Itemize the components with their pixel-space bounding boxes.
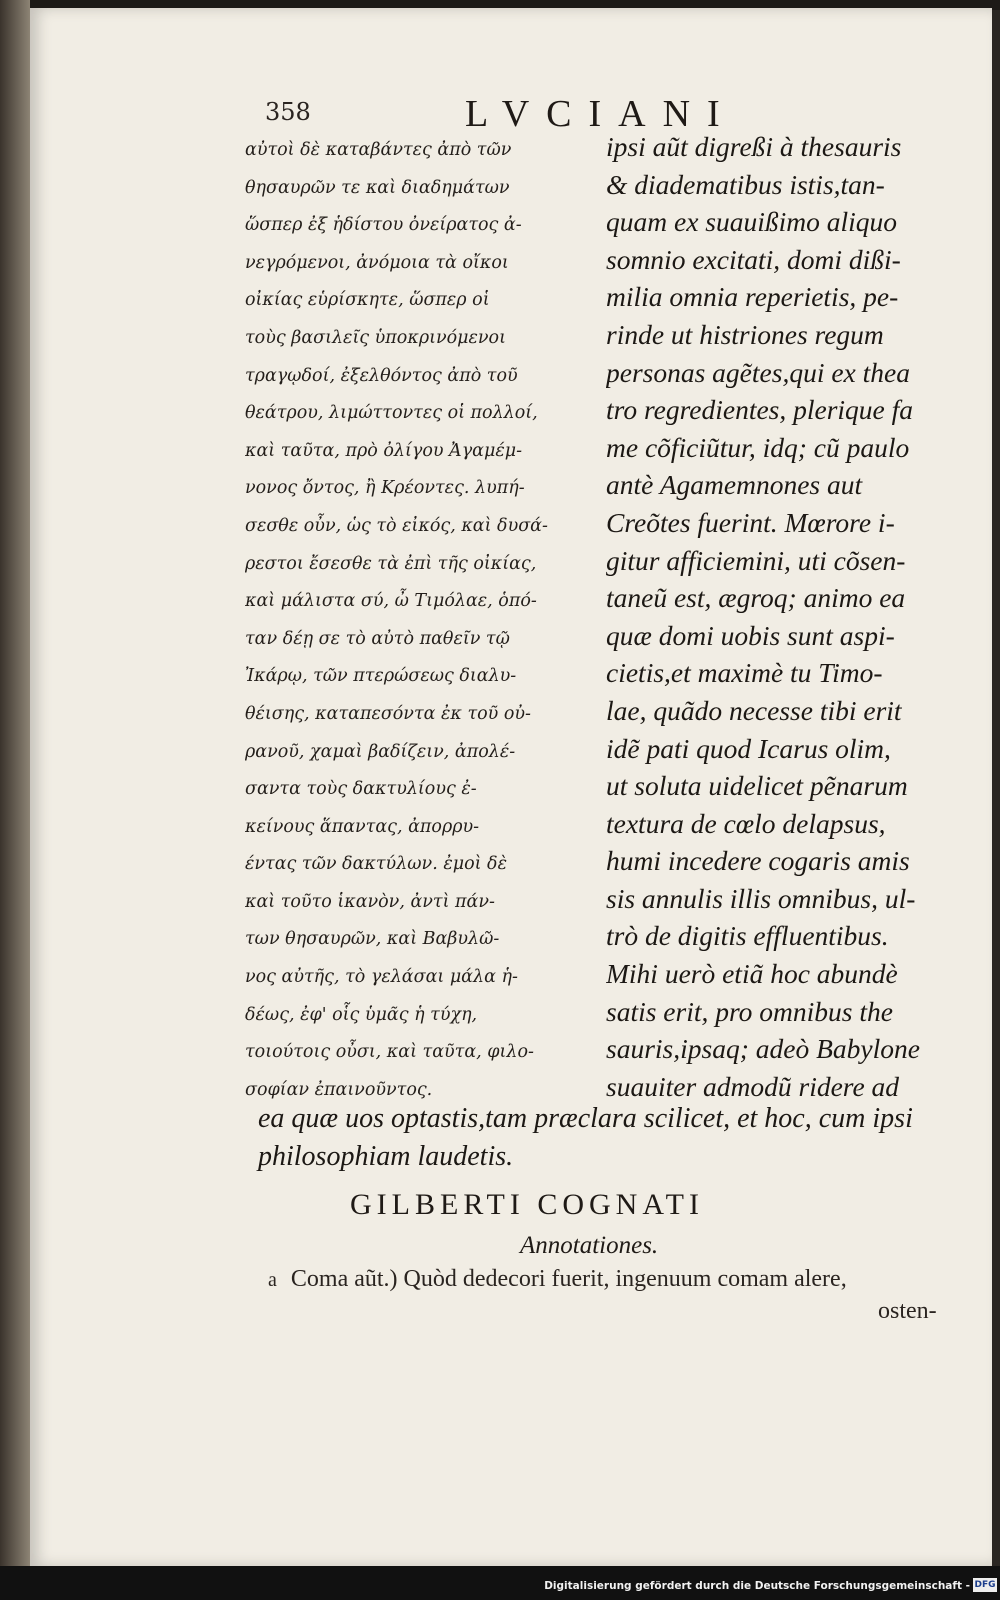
annotations-title: GILBERTI COGNATI (350, 1188, 704, 1221)
greek-line: νονος ὄντος, ἢ Κρέοντες. λυπή- (245, 478, 525, 499)
greek-line: έντας τῶν δακτύλων. ἐμοὶ δὲ (245, 854, 507, 875)
annotations-subtitle: Annotationes. (520, 1232, 659, 1259)
latin-text-column (606, 128, 956, 1105)
greek-line: ρεστοι ἔσεσθε τὰ ἐπὶ τῆς οἰκίας, (245, 553, 537, 574)
greek-line: των θησαυρῶν, καὶ Βαβυλῶ- (245, 929, 500, 950)
greek-line: καὶ ταῦτα, πρὸ ὀλίγου Ἀγαμέμ- (245, 440, 523, 461)
latin-line: humi incedere cogaris amis (606, 845, 910, 877)
greek-line: τραγῳδοί, ἐξελθόντος ἀπὸ τοῦ (245, 365, 518, 386)
greek-line: αὐτοὶ δὲ καταβάντες ἀπὸ τῶν (245, 140, 512, 160)
greek-text-column (245, 132, 590, 1109)
latin-line: idẽ pati quod Icarus olim, (606, 732, 891, 764)
greek-line: κείνους ἅπαντας, ἀπορρυ- (245, 816, 480, 837)
annotation-catchword: osten- (878, 1298, 937, 1324)
latin-line: rinde ut histriones regum (606, 318, 884, 350)
latin-line: Creõtes fuerint. Mœrore i- (606, 506, 895, 538)
latin-line: quam ex suauißimo aliquo (606, 206, 898, 238)
greek-line: τοὺς βασιλεῖς ὑποκρινόμενοι (245, 327, 506, 348)
latin-line: textura de cœlo delapsus, (606, 807, 886, 839)
annotation-marker: a (268, 1269, 277, 1291)
funding-credit: Digitalisierung gefördert durch die Deutsche Forschungsgemeinschaft - (544, 1580, 970, 1592)
dfg-logo-icon: DFG (974, 1580, 996, 1590)
latin-line: sauris,ipsaq; adeò Babylone (606, 1033, 920, 1065)
annotation-text: Coma aũt.) Quòd dedecori fuerit, ingenuum comam alere, (290, 1266, 847, 1292)
greek-line: νεγρόμενοι, ἀνόμοια τὰ οἴκοι (245, 252, 509, 273)
greek-line: θησαυρῶν τε καὶ διαδημάτων (245, 177, 510, 198)
latin-line: antè Agamemnones aut (606, 469, 863, 501)
page-number: 358 (265, 98, 311, 126)
footer-bar (0, 1566, 1000, 1600)
latin-continuation (258, 1100, 958, 1176)
greek-line: ταν δέῃ σε τὸ αὐτὸ παθεῖν τῷ (245, 628, 510, 649)
greek-line: καὶ τοῦτο ἱκανὸν, ἀντὶ πάν- (245, 891, 495, 912)
running-head: LVCIANI (465, 93, 737, 135)
greek-line: τοιούτοις οὖσι, καὶ ταῦτα, φιλο- (245, 1042, 534, 1063)
latin-line: gitur afficiemini, uti cõsen- (606, 544, 906, 576)
greek-line: οἰκίας εὑρίσκητε, ὥσπερ οἱ (245, 290, 490, 311)
annotation-entry (268, 1266, 968, 1293)
latin-line: me cõficiũtur, idq; cũ paulo (606, 431, 910, 463)
latin-line: personas agẽtes,qui ex thea (606, 356, 910, 388)
greek-line: δέως, ἐφ' οἷς ὑμᾶς ἡ τύχη, (245, 1004, 478, 1025)
greek-line: θεάτρου, λιμώττοντες οἱ πολλοί, (245, 403, 538, 424)
latin-line: lae, quãdo necesse tibi erit (606, 694, 902, 726)
greek-line: καὶ μάλιστα σύ, ὦ Τιμόλαε, ὁπό- (245, 591, 537, 612)
latin-line: taneũ est, ægroq; animo ea (606, 582, 906, 614)
latin-line: ut soluta uidelicet pẽnarum (606, 770, 908, 802)
greek-line: ὥσπερ ἐξ ἡδίστου ὀνείρατος ἀ- (245, 215, 522, 236)
latin-line: satis erit, pro omnibus the (606, 995, 893, 1027)
greek-line: σαντα τοὺς δακτυλίους ἐ- (245, 779, 477, 800)
continuation-line: philosophiam laudetis. (258, 1141, 514, 1172)
book-gutter (0, 0, 30, 1566)
latin-line: quæ domi uobis sunt aspi- (606, 619, 895, 651)
greek-line: ρανοῦ, χαμαὶ βαδίζειν, ἀπολέ- (245, 741, 516, 762)
latin-line: ipsi aũt digreßi à thesauris (606, 131, 902, 162)
page-header (255, 92, 955, 135)
continuation-line: ea quæ uos optastis,tam præclara scilicet, et hoc, cum ipsi (258, 1103, 913, 1134)
latin-line: Mihi uerò etiã hoc abundè (606, 958, 898, 990)
greek-line: σοφίαν ἐπαινοῦντος. (245, 1079, 433, 1100)
latin-line: cietis,et maximè tu Timo- (606, 657, 883, 689)
latin-line: trò de digitis effluentibus. (606, 920, 889, 952)
latin-line: milia omnia reperietis, pe- (606, 281, 899, 313)
greek-line: σεσθε οὖν, ὡς τὸ εἰκός, καὶ δυσά- (245, 515, 548, 536)
latin-line: somnio excitati, domi dißi- (606, 243, 901, 275)
latin-line: tro regredientes, plerique fa (606, 394, 914, 426)
greek-line: νος αὐτῆς, τὸ γελάσαι μάλα ἡ- (245, 967, 518, 988)
latin-line: sis annulis illis omnibus, ul- (606, 882, 916, 914)
greek-line: θέισης, καταπεσόντα ἐκ τοῦ οὐ- (245, 703, 531, 724)
latin-line: & diadematibus istis,tan- (606, 168, 885, 200)
greek-line: Ἰκάρῳ, τῶν πτερώσεως διαλυ- (245, 666, 517, 687)
latin-line: suauiter admodũ ridere ad (606, 1070, 900, 1102)
